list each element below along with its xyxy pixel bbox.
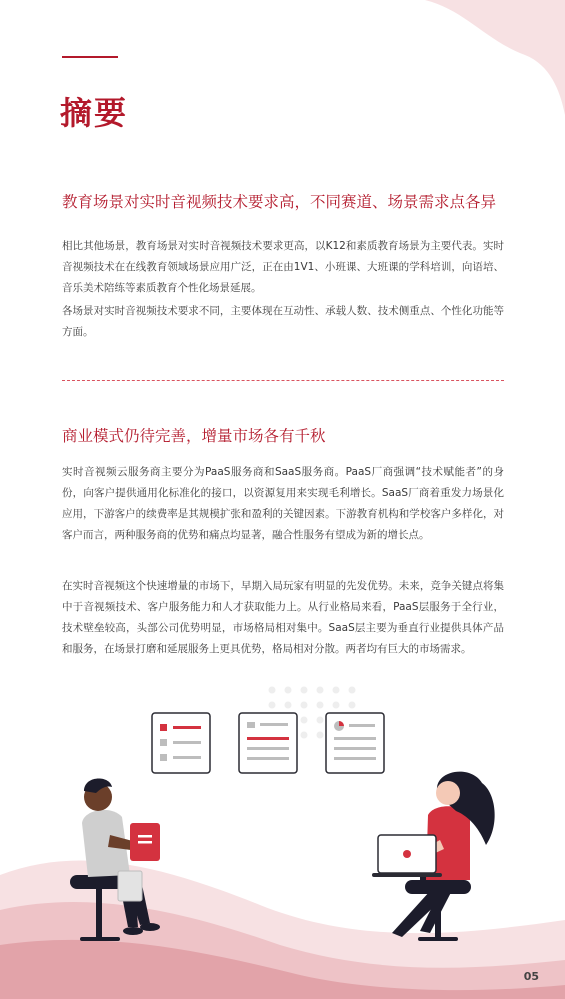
section-paragraph: 实时音视频云服务商主要分为PaaS服务商和SaaS服务商。PaaS厂商强调“技术赋能者”的身份，向客户提供通用化标准化的接口，以资源复用来实现毛利增长。SaaS厂商着重发力场景化应用，下游客户的续费率是其规模扩张和盈利的关键因素。下游教育机构和学校客户多样化，对客户而言，两种服务商的优势和痛点均显著，融合性服务有望成为新的增长点。 [62, 466, 504, 541]
section-heading-education: 教育场景对实时音视频技术要求高，不同赛道、场景需求点各异 [62, 193, 497, 211]
section-paragraph: 相比其他场景，教育场景对实时音视频技术要求更高，以K12和素质教育场景为主要代表。实时音视频技术在在线教育领域场景应用广泛，正在由1V1、小班课、大班课的学科培训，向语培、音乐美术陪练等素质教育个性化场景延展。 [62, 240, 504, 294]
dashed-divider [62, 380, 504, 381]
page-title: 摘要 [60, 94, 129, 132]
section-paragraph: 在实时音视频这个快速增量的市场下，早期入局玩家有明显的先发优势。未来，竞争关键点将集中于音视频技术、客户服务能力和人才获取能力上。从行业格局来看，PaaS层服务于全行业，技术壁垒较高，头部公司优势明显，市场格局相对集中。SaaS层主要为垂直行业提供具体产品和服务，在场景打磨和延展服务上更具优势，格局相对分散。两者均有巨大的市场需求。 [62, 580, 504, 655]
section-paragraph: 各场景对实时音视频技术要求不同，主要体现在互动性、承载人数、技术侧重点、个性化功能等方面。 [62, 305, 504, 338]
section-heading-business: 商业模式仍待完善，增量市场各有千秋 [62, 427, 326, 445]
page-number: 05 [523, 970, 539, 983]
card-list-icon [152, 713, 210, 773]
top-wave-decoration [365, 0, 565, 120]
card-bars-icon [239, 713, 297, 773]
card-chart-icon [326, 713, 384, 773]
footer-illustration [0, 675, 565, 999]
title-accent-rule [62, 56, 118, 58]
woman-with-laptop-icon [372, 772, 495, 941]
